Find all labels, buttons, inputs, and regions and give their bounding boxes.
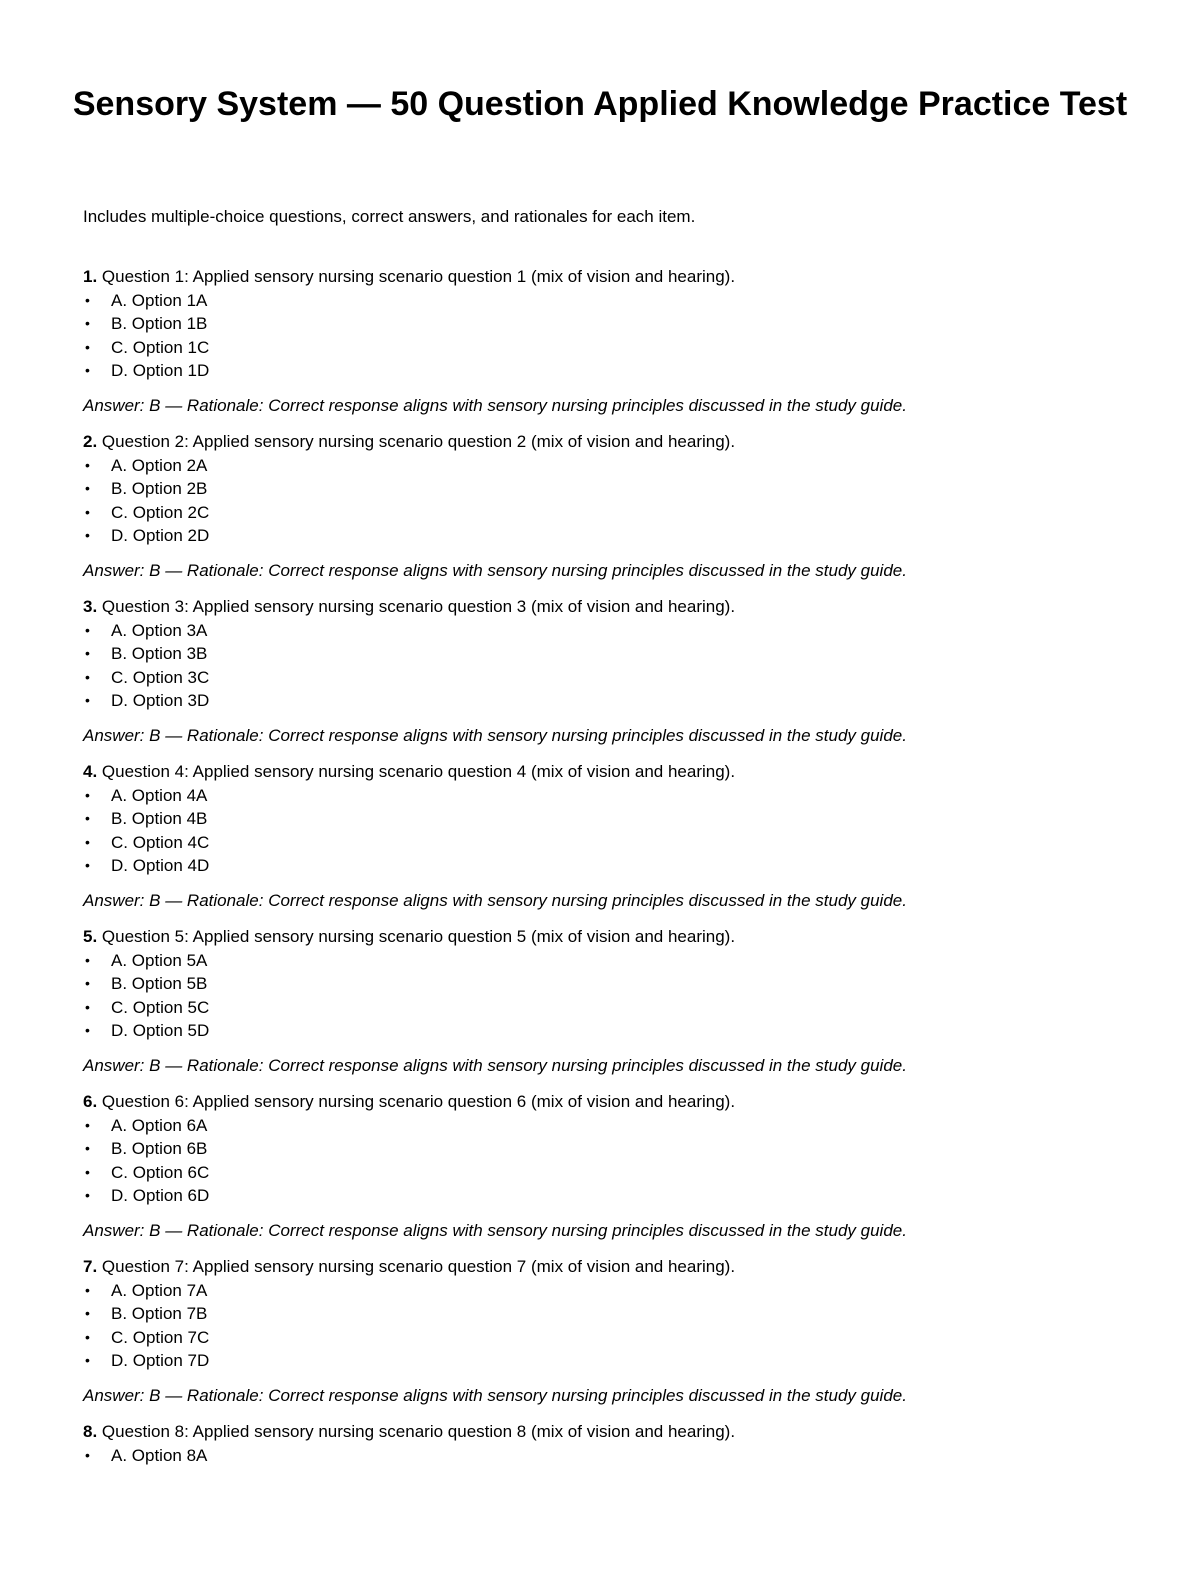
- question-number: 6.: [83, 1092, 98, 1111]
- bullet-icon: •: [85, 1116, 90, 1133]
- bullet-icon: •: [85, 975, 90, 992]
- option-text: D. Option 7D: [111, 1351, 210, 1371]
- answer-rationale: Answer: B — Rationale: Correct response aligns with sensory nursing principles discussed in the study guide.: [83, 560, 907, 580]
- bullet-icon: •: [85, 1352, 90, 1369]
- option-item: [83, 1349, 1143, 1373]
- bullet-icon: •: [85, 1187, 90, 1204]
- question-text: Question 1: Applied sensory nursing scenario question 1 (mix of vision and hearing).: [101, 267, 736, 286]
- option-item: [83, 642, 1143, 666]
- bullet-icon: •: [85, 833, 90, 850]
- option-text: B. Option 3B: [111, 644, 208, 664]
- bullet-icon: •: [85, 1140, 90, 1157]
- question-text: Question 5: Applied sensory nursing scenario question 5 (mix of vision and hearing).: [101, 927, 736, 946]
- bullet-icon: •: [85, 480, 90, 497]
- option-text: C. Option 5C: [111, 997, 210, 1017]
- option-list: [83, 1279, 1143, 1373]
- option-item: [83, 619, 1143, 643]
- option-text: A. Option 1A: [111, 290, 208, 310]
- question-text: Question 7: Applied sensory nursing scenario question 7 (mix of vision and hearing).: [101, 1257, 736, 1276]
- option-text: D. Option 6D: [111, 1186, 210, 1206]
- bullet-icon: •: [85, 338, 90, 355]
- option-item: [83, 689, 1143, 713]
- bullet-icon: •: [85, 998, 90, 1015]
- option-item: [83, 289, 1143, 313]
- question-number: 5.: [83, 927, 98, 946]
- question-line: [83, 1255, 1143, 1279]
- option-text: D. Option 1D: [111, 361, 210, 381]
- option-text: B. Option 7B: [111, 1304, 208, 1324]
- bullet-icon: •: [85, 456, 90, 473]
- option-item: [83, 359, 1143, 383]
- option-list: [83, 1114, 1143, 1208]
- answer-rationale: Answer: B — Rationale: Correct response aligns with sensory nursing principles discussed in the study guide.: [83, 395, 907, 415]
- bullet-icon: •: [85, 362, 90, 379]
- question-line: [83, 1420, 1143, 1444]
- question-line: [83, 1090, 1143, 1114]
- option-text: C. Option 2C: [111, 502, 210, 522]
- option-text: A. Option 7A: [111, 1280, 208, 1300]
- bullet-icon: •: [85, 1022, 90, 1039]
- question-number: 1.: [83, 267, 98, 286]
- option-item: [83, 1326, 1143, 1350]
- option-text: C. Option 7C: [111, 1327, 210, 1347]
- bullet-icon: •: [85, 786, 90, 803]
- question-line: [83, 595, 1143, 619]
- question-block: [83, 925, 1143, 1090]
- option-item: [83, 336, 1143, 360]
- question-text: Question 4: Applied sensory nursing scenario question 4 (mix of vision and hearing).: [101, 762, 736, 781]
- option-item: [83, 312, 1143, 336]
- option-text: A. Option 6A: [111, 1115, 208, 1135]
- option-item: [83, 1019, 1143, 1043]
- question-line: [83, 430, 1143, 454]
- bullet-icon: •: [85, 1281, 90, 1298]
- option-text: A. Option 8A: [111, 1445, 208, 1465]
- bullet-icon: •: [85, 503, 90, 520]
- bullet-icon: •: [85, 810, 90, 827]
- option-item: [83, 1279, 1143, 1303]
- answer-rationale: Answer: B — Rationale: Correct response aligns with sensory nursing principles discussed in the study guide.: [83, 725, 907, 745]
- option-item: [83, 524, 1143, 548]
- option-text: D. Option 2D: [111, 526, 210, 546]
- option-item: [83, 972, 1143, 996]
- question-block: [83, 265, 1143, 430]
- option-list: [83, 1444, 1143, 1468]
- option-item: [83, 1161, 1143, 1185]
- bullet-icon: •: [85, 1163, 90, 1180]
- option-item: [83, 1184, 1143, 1208]
- question-text: Question 8: Applied sensory nursing scenario question 8 (mix of vision and hearing).: [101, 1422, 736, 1441]
- question-text: Question 6: Applied sensory nursing scenario question 6 (mix of vision and hearing).: [101, 1092, 736, 1111]
- option-text: C. Option 4C: [111, 832, 210, 852]
- bullet-icon: •: [85, 1446, 90, 1463]
- option-item: [83, 1114, 1143, 1138]
- question-line: [83, 265, 1143, 289]
- option-text: D. Option 5D: [111, 1021, 210, 1041]
- option-item: [83, 454, 1143, 478]
- question-line: [83, 925, 1143, 949]
- bullet-icon: •: [85, 951, 90, 968]
- answer-rationale: Answer: B — Rationale: Correct response aligns with sensory nursing principles discussed in the study guide.: [83, 1385, 907, 1405]
- option-item: [83, 1137, 1143, 1161]
- bullet-icon: •: [85, 857, 90, 874]
- option-item: [83, 477, 1143, 501]
- question-block: [83, 430, 1143, 595]
- question-text: Question 3: Applied sensory nursing scenario question 3 (mix of vision and hearing).: [101, 597, 736, 616]
- bullet-icon: •: [85, 527, 90, 544]
- question-block: [83, 1090, 1143, 1255]
- question-block: [83, 595, 1143, 760]
- option-item: [83, 807, 1143, 831]
- question-number: 3.: [83, 597, 98, 616]
- option-text: D. Option 4D: [111, 856, 210, 876]
- option-text: B. Option 6B: [111, 1139, 208, 1159]
- question-number: 7.: [83, 1257, 98, 1276]
- bullet-icon: •: [85, 692, 90, 709]
- option-text: B. Option 1B: [111, 314, 208, 334]
- bullet-icon: •: [85, 291, 90, 308]
- option-text: A. Option 3A: [111, 620, 208, 640]
- answer-rationale: Answer: B — Rationale: Correct response aligns with sensory nursing principles discussed in the study guide.: [83, 890, 907, 910]
- option-text: B. Option 4B: [111, 809, 208, 829]
- intro-text: Includes multiple-choice questions, correct answers, and rationales for each item.: [83, 207, 696, 226]
- question-number: 2.: [83, 432, 98, 451]
- option-text: C. Option 6C: [111, 1162, 210, 1182]
- option-list: [83, 784, 1143, 878]
- option-list: [83, 454, 1143, 548]
- option-text: B. Option 5B: [111, 974, 208, 994]
- answer-rationale: Answer: B — Rationale: Correct response aligns with sensory nursing principles discussed in the study guide.: [83, 1055, 907, 1075]
- option-item: [83, 996, 1143, 1020]
- question-number: 4.: [83, 762, 98, 781]
- option-item: [83, 854, 1143, 878]
- question-number: 8.: [83, 1422, 98, 1441]
- option-text: B. Option 2B: [111, 479, 208, 499]
- option-text: D. Option 3D: [111, 691, 210, 711]
- option-list: [83, 619, 1143, 713]
- bullet-icon: •: [85, 1328, 90, 1345]
- option-text: C. Option 1C: [111, 337, 210, 357]
- question-text: Question 2: Applied sensory nursing scenario question 2 (mix of vision and hearing).: [101, 432, 736, 451]
- option-list: [83, 289, 1143, 383]
- option-item: [83, 831, 1143, 855]
- bullet-icon: •: [85, 1305, 90, 1322]
- bullet-icon: •: [85, 668, 90, 685]
- option-item: [83, 501, 1143, 525]
- option-item: [83, 1444, 1143, 1468]
- question-line: [83, 760, 1143, 784]
- option-text: A. Option 2A: [111, 455, 208, 475]
- option-text: A. Option 5A: [111, 950, 208, 970]
- question-block: [83, 1255, 1143, 1420]
- option-item: [83, 1302, 1143, 1326]
- question-list: [83, 265, 1143, 1585]
- bullet-icon: •: [85, 645, 90, 662]
- question-block: [83, 1420, 1143, 1585]
- option-text: C. Option 3C: [111, 667, 210, 687]
- option-item: [83, 666, 1143, 690]
- bullet-icon: •: [85, 621, 90, 638]
- option-text: A. Option 4A: [111, 785, 208, 805]
- answer-rationale: Answer: B — Rationale: Correct response aligns with sensory nursing principles discussed in the study guide.: [83, 1220, 907, 1240]
- option-item: [83, 784, 1143, 808]
- option-item: [83, 949, 1143, 973]
- option-list: [83, 949, 1143, 1043]
- question-block: [83, 760, 1143, 925]
- bullet-icon: •: [85, 315, 90, 332]
- page-title: Sensory System — 50 Question Applied Knowledge Practice Test: [72, 85, 1128, 123]
